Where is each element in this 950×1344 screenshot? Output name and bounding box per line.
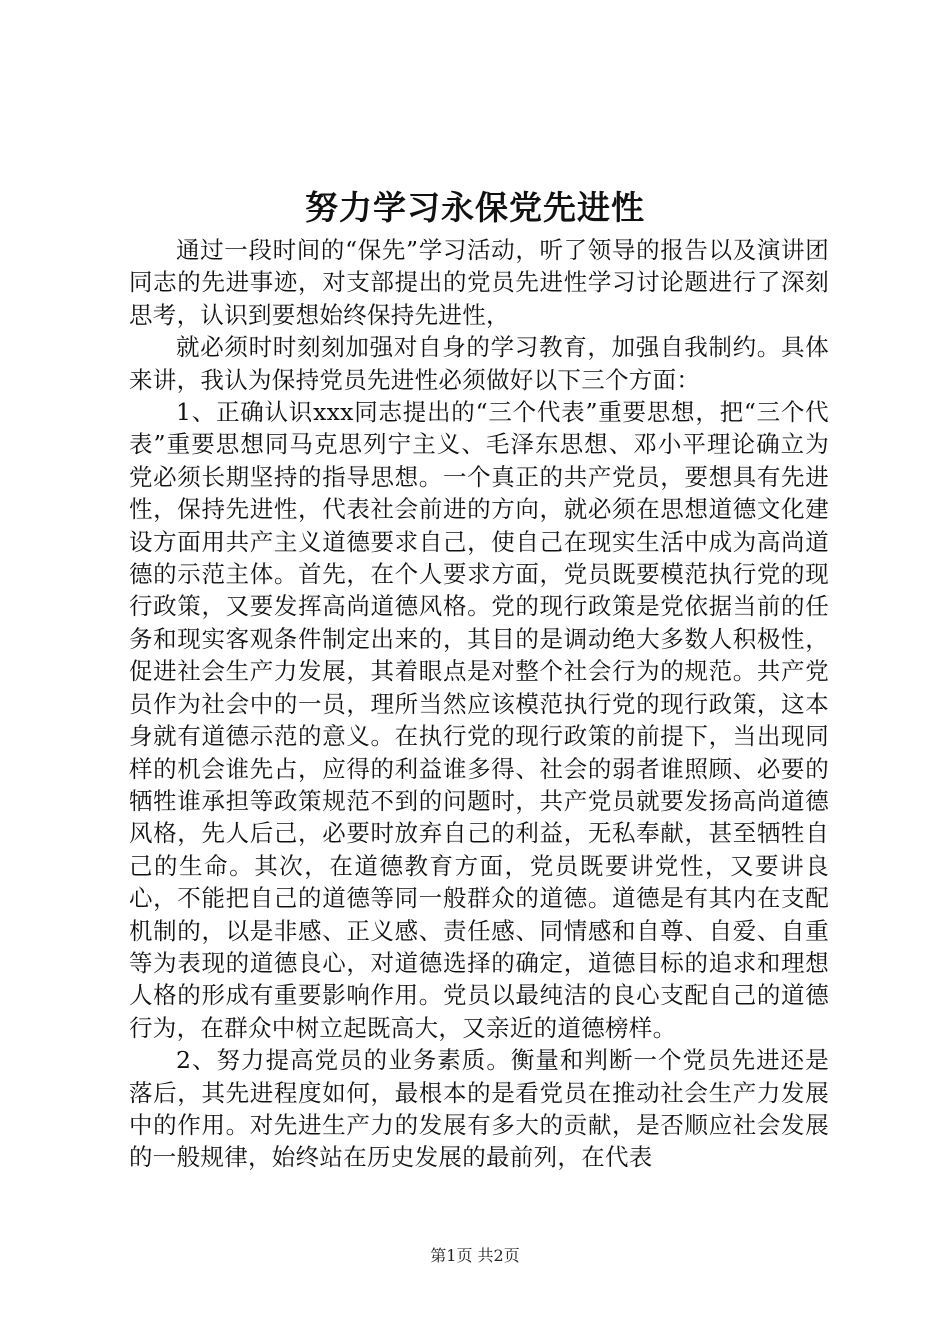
document-title: 努力学习永保党先进性 <box>305 188 645 227</box>
document-body <box>129 234 829 1174</box>
paragraph-point-2: 2、努力提高党员的业务素质。衡量和判断一个党员先进还是落后，其先进程度如何，最根本的是看党员在推动社会生产力发展中的作用。对先进生产力的发展有多大的贡献，是否顺应社会发展的一般规律，始终站在历史发展的最前列，在代表 <box>129 1046 829 1172</box>
paragraph-summary: 就必须时时刻刻加强对自身的学习教育，加强自我制约。具体来讲，我认为保持党员先进性必须做好以下三个方面： <box>129 333 829 394</box>
page-footer: 第1页 共2页 <box>430 1246 520 1265</box>
paragraph-intro: 通过一段时间的“保先”学习活动，听了领导的报告以及演讲团同志的先进事迹，对支部提出的党员先进性学习讨论题进行了深刻思考，认识到要想始终保持先进性， <box>129 236 829 329</box>
paragraph-point-1: 1、正确认识xxx同志提出的“三个代表”重要思想，把“三个代表”重要思想同马克思列宁主义、毛泽东思想、邓小平理论确立为党必须长期坚持的指导思想。一个真正的共产党员，要想具有先进性，保持先进性，代表社会前进的方向，就必须在思想道德文化建设方面用共产主义道德要求自己，使自己在现实生活中成为高尚道德的示范主体。首先，在个人要求方面，党员既要模范执行党的现行政策，又要发挥高尚道德风格。党的现行政策是党依据当前的任务和现实客观条件制定出来的，其目的是调动绝大多数人积极性，促进社会生产力发展，其着眼点是对整个社会行为的规范。共产党员作为社会中的一员，理所当然应该模范执行党的现行政策，这本身就有道德示范的意义。在执行党的现行政策的前提下，当出现同样的机会谁先占，应得的利益谁多得、社会的弱者谁照顾、必要的牺牲谁承担等政策规范不到的问题时，共产党员就要发扬高尚道德风格，先人后己，必要时放弃自己的利益，无私奉献，甚至牺牲自己的生命。其次，在道德教育方面，党员既要讲党性，又要讲良心，不能把自己的道德等同一般群众的道德。道德是有其内在支配机制的，以是非感、正义感、责任感、同情感和自尊、自爱、自重等为表现的道德良心，对道德选择的确定，道德目标的追求和理想人格的形成有重要影响作用。党员以最纯洁的良心支配自己的道德行为，在群众中树立起既高大，又亲近的道德榜样。 <box>129 398 829 1042</box>
